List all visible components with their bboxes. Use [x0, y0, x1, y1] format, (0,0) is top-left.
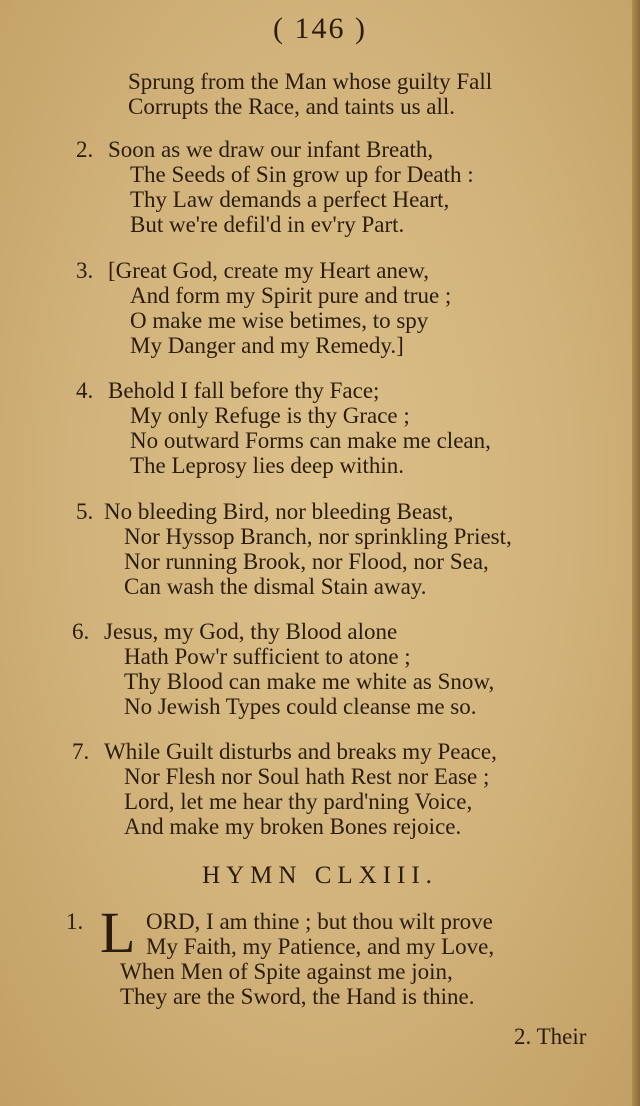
verse-number: 4.: [76, 378, 94, 403]
verse-line: Hath Pow'r sufficient to atone ;: [124, 644, 411, 669]
verse-line: Thy Law demands a perfect Heart,: [130, 187, 450, 212]
verse-line: O make me wise betimes, to spy: [130, 308, 429, 333]
verse-line: The Seeds of Sin grow up for Death :: [130, 162, 474, 187]
drop-cap: L: [100, 900, 136, 965]
verse-line: And form my Spirit pure and true ;: [130, 283, 452, 308]
verse-line: They are the Sword, the Hand is thine.: [120, 984, 475, 1009]
verse-line: Nor running Brook, nor Flood, nor Sea,: [124, 549, 489, 574]
verse-line: While Guilt disturbs and breaks my Peace,: [104, 739, 497, 764]
verse-line: ORD, I am thine ; but thou wilt prove: [146, 909, 493, 934]
verse-number: 2.: [76, 137, 94, 162]
verse-number: 7.: [72, 739, 90, 764]
hymn-heading: HYMN CLXIII.: [202, 862, 438, 889]
verse-line: My Faith, my Patience, and my Love,: [146, 934, 495, 959]
catchword: 2. Their: [514, 1024, 587, 1049]
verse-line: Nor Hyssop Branch, nor sprinkling Priest,: [124, 524, 512, 549]
continuation-line-2: Corrupts the Race, and taints us all.: [128, 94, 456, 119]
verse-line: Lord, let me hear thy pard'ning Voice,: [124, 789, 473, 814]
verse-line: No outward Forms can make me clean,: [130, 428, 491, 453]
verse-line: Thy Blood can make me white as Snow,: [124, 669, 495, 694]
verse-line: Soon as we draw our infant Breath,: [108, 137, 434, 162]
continuation-line-1: Sprung from the Man whose guilty Fall: [128, 69, 493, 94]
page-edge: [632, 0, 640, 1106]
verse-line: My Danger and my Remedy.]: [130, 333, 404, 358]
verse-number: 5.: [76, 499, 94, 524]
verse-number: 6.: [72, 619, 90, 644]
verse-line: The Leprosy lies deep within.: [130, 453, 405, 478]
verse-number: 3.: [76, 258, 94, 283]
verse-line: Jesus, my God, thy Blood alone: [104, 619, 398, 644]
verse-line: And make my broken Bones rejoice.: [124, 814, 462, 839]
verse-line: Nor Flesh nor Soul hath Rest nor Ease ;: [124, 764, 490, 789]
verse-line: No Jewish Types could cleanse me so.: [124, 694, 477, 719]
verse-line: When Men of Spite against me join,: [120, 959, 453, 984]
page-number: ( 146 ): [273, 12, 367, 45]
verse-line: But we're defil'd in ev'ry Part.: [130, 212, 405, 237]
verse-line: No bleeding Bird, nor bleeding Beast,: [104, 499, 454, 524]
verse-line: Can wash the dismal Stain away.: [124, 574, 427, 599]
verse-line: Behold I fall before thy Face;: [108, 378, 380, 403]
verse-line: [Great God, create my Heart anew,: [108, 258, 429, 283]
verse-number: 1.: [66, 909, 84, 934]
verse-line: My only Refuge is thy Grace ;: [130, 403, 410, 428]
